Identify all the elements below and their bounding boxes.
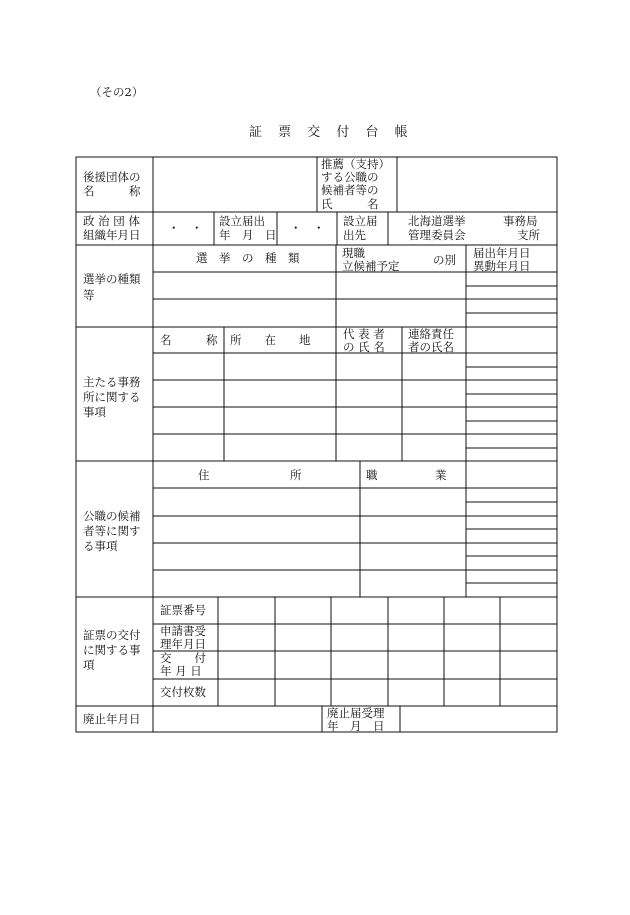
- office-section-label-3: 事項: [83, 405, 106, 419]
- office-name-2: 管理委員会: [408, 228, 466, 242]
- page-label: （その2）: [90, 85, 144, 99]
- office-name-1: 北海道選挙: [408, 214, 466, 228]
- filing-date-header: 届出年月日: [473, 246, 531, 260]
- election-type-header: 選 挙 の 種 類: [196, 251, 300, 265]
- supporter-org-label-1: 後援団体の: [83, 170, 141, 184]
- setup-date-dots: ・ ・: [290, 221, 325, 235]
- org-date-label-1: 政 治 団 体: [83, 214, 140, 228]
- office-name-header: 名 称: [160, 333, 218, 347]
- issue-date-label-1: 交 付: [160, 651, 206, 665]
- contact-header-2: 者の氏名: [408, 340, 454, 354]
- office-section-label-1: 主たる事務: [83, 375, 141, 389]
- issue-label-3: 項: [83, 658, 95, 672]
- election-label-1: 選挙の種類: [83, 272, 141, 286]
- position-header-2: 立候補予定: [342, 259, 400, 273]
- candidate-address-header: 住 所: [198, 468, 302, 482]
- cert-number-label: 証票番号: [160, 603, 206, 617]
- supporter-org-label-2: 名 称: [83, 184, 141, 198]
- issue-date-label-2: 年 月 日: [160, 664, 202, 678]
- election-label-2: 等: [83, 288, 95, 302]
- issue-count-label: 交付枚数: [160, 685, 206, 699]
- form-border: [76, 157, 557, 732]
- org-date-label-2: 組織年月日: [83, 228, 141, 242]
- recommended-label-4: 氏 名: [321, 197, 379, 211]
- setup-dest-label-1: 設立届: [343, 214, 378, 228]
- candidate-label-1: 公職の候補: [83, 509, 141, 523]
- abolish-receipt-label-2: 年 月 日: [327, 719, 385, 733]
- issue-label-1: 証票の交付: [83, 628, 141, 642]
- abolish-date-label: 廃止年月日: [83, 712, 141, 726]
- representative-header-1: 代 表 者: [343, 327, 385, 341]
- office-address-header: 所 在 地: [230, 333, 311, 347]
- org-date-dots: ・ ・: [168, 221, 203, 235]
- position-header-3: の別: [433, 253, 456, 267]
- position-header-1: 現職: [342, 246, 365, 260]
- request-date-label-1: 申請書受: [160, 624, 206, 638]
- branch-label-2: 支所: [517, 228, 540, 242]
- request-date-label-2: 理年月日: [160, 637, 206, 651]
- representative-header-2: の 氏 名: [343, 340, 385, 354]
- issue-label-2: に関する事: [83, 643, 141, 657]
- change-date-header: 異動年月日: [473, 259, 531, 273]
- setup-date-label-1: 設立届出: [219, 214, 265, 228]
- office-section-label-2: 所に関する: [83, 390, 141, 404]
- recommended-label-1: 推薦（支持）: [321, 157, 390, 171]
- setup-dest-label-2: 出先: [343, 228, 366, 242]
- recommended-label-2: する公職の: [321, 170, 379, 184]
- form-title: 証 票 交 付 台 帳: [249, 125, 414, 140]
- recommended-label-3: 候補者等の: [321, 183, 379, 197]
- candidate-job-header: 職 業: [366, 468, 447, 482]
- setup-date-label-2: 年 月 日: [219, 228, 277, 242]
- candidate-label-3: る事項: [83, 539, 118, 553]
- branch-label-1: 事務局: [503, 214, 538, 228]
- contact-header-1: 連絡責任: [408, 327, 454, 341]
- candidate-label-2: 者等に関す: [83, 524, 141, 538]
- abolish-receipt-label-1: 廃止届受理: [327, 706, 385, 720]
